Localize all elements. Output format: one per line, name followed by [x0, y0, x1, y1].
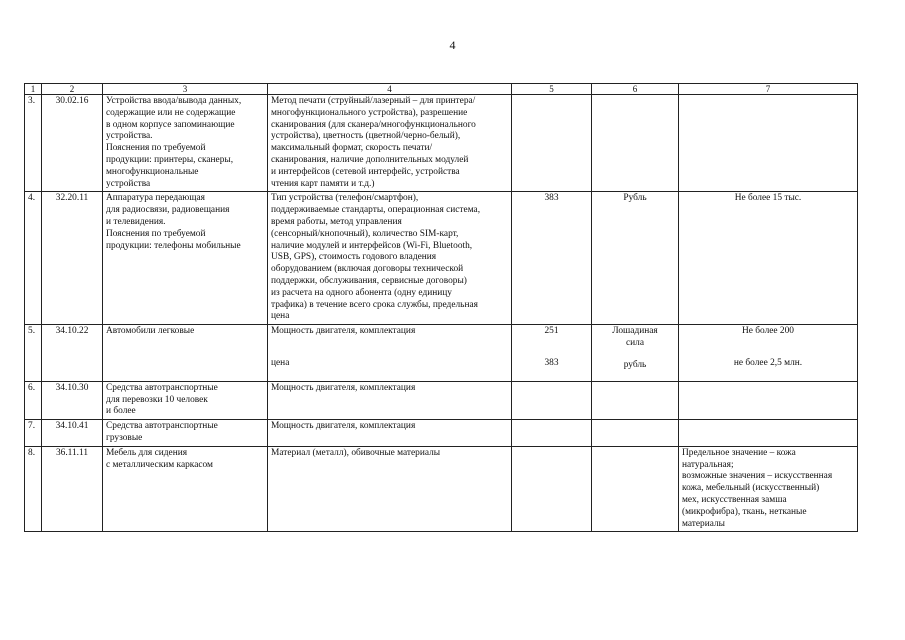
product-name: Средства автотранспортные грузовые: [103, 420, 268, 447]
characteristic-value: [679, 95, 858, 192]
characteristic-cell: [268, 325, 512, 382]
row-number: 4.: [25, 192, 42, 325]
unit-name: [592, 381, 679, 419]
okei-code: [512, 420, 592, 447]
unit-name: Лошадиная сила: [612, 326, 658, 348]
okpd-code: 32.20.11: [42, 192, 103, 325]
characteristic-value: Не более 15 тыс.: [679, 192, 858, 325]
characteristic-value: не более 2,5 млн.: [733, 357, 803, 368]
okpd-code: 34.10.30: [42, 381, 103, 419]
okpd-code: 30.02.16: [42, 95, 103, 192]
page-number: 4: [449, 38, 456, 52]
column-header: 4: [268, 84, 512, 95]
okpd-code: 36.11.11: [42, 446, 103, 532]
okei-code: [512, 446, 592, 532]
column-header: 7: [679, 84, 858, 95]
characteristic-text: Материал (металл), обивочные материалы: [268, 446, 512, 532]
product-name: Аппаратура передающая для радиосвязи, радиовещания и телевидения. Пояснения по требуемой продукции: телефоны мобильные: [103, 192, 268, 325]
okei-cell: [512, 325, 592, 382]
unit-name: [592, 446, 679, 532]
characteristic-text: Мощность двигателя, комплектация: [271, 326, 416, 337]
table-row: [25, 192, 858, 325]
requirements-table: [24, 83, 858, 532]
okei-code: [512, 95, 592, 192]
characteristic-text: Тип устройства (телефон/смартфон), поддерживаемые стандарты, операционная система, время работы, метод управления (сенсорный/кнопочный), количество SIM-карт, наличие модулей и интерфейсов (Wi-Fi, Bluetooth, USB, GPS), стоимость годового владения оборудованием (включая договоры технической поддержки, обслуживания, сервисные договоры) из расчета на одного абонента (одну единицу трафика) в течение всего срока службы, предельная цена: [268, 192, 512, 325]
unit-name: [592, 95, 679, 192]
table-row: [25, 381, 858, 419]
row-number: 6.: [25, 381, 42, 419]
column-header: 2: [42, 84, 103, 95]
unit-name: рубль: [623, 359, 647, 370]
characteristic-value: [679, 381, 858, 419]
product-name: Автомобили легковые: [103, 325, 268, 382]
column-header: 6: [592, 84, 679, 95]
okei-code: 251: [544, 326, 559, 337]
okpd-code: 34.10.41: [42, 420, 103, 447]
product-name: Мебель для сидения с металлическим каркасом: [103, 446, 268, 532]
characteristic-text: Метод печати (струйный/лазерный – для принтера/ многофункционального устройства), разрешение сканирования (для сканера/многофункционального устройства), цветность (цветной/черно-белый), максимальный формат, скорость печати/ сканирования, наличие дополнительных модулей и интерфейсов (сетевой интерфейс, устройства чтения карт памяти и т.д.): [268, 95, 512, 192]
characteristic-text: цена: [271, 357, 290, 368]
product-name: Средства автотранспортные для перевозки 10 человек и более: [103, 381, 268, 419]
table-row: [25, 325, 858, 382]
column-header: 5: [512, 84, 592, 95]
table-row: [25, 420, 858, 447]
okpd-code: 34.10.22: [42, 325, 103, 382]
characteristic-value: [679, 420, 858, 447]
unit-name: [592, 420, 679, 447]
row-number: 8.: [25, 446, 42, 532]
table-row: [25, 446, 858, 532]
row-number: 7.: [25, 420, 42, 447]
column-header: 3: [103, 84, 268, 95]
characteristic-text: Мощность двигателя, комплектация: [268, 420, 512, 447]
okei-code: [512, 381, 592, 419]
okei-code: 383: [544, 357, 559, 368]
value-cell: [679, 325, 858, 382]
column-number-row: [25, 84, 858, 95]
table-row: [25, 95, 858, 192]
characteristic-value: Не более 200: [741, 326, 794, 337]
row-number: 5.: [25, 325, 42, 382]
characteristic-text: Мощность двигателя, комплектация: [268, 381, 512, 419]
unit-name: Рубль: [592, 192, 679, 325]
okei-code: 383: [512, 192, 592, 325]
column-header: 1: [25, 84, 42, 95]
characteristic-value: Предельное значение – кожа натуральная; возможные значения – искусственная кожа, мебельный (искусственный) мех, искусственная замша (микрофибра), ткань, нетканые материалы: [679, 446, 858, 532]
row-number: 3.: [25, 95, 42, 192]
unit-cell: [592, 325, 679, 382]
product-name: Устройства ввода/вывода данных, содержащие или не содержащие в одном корпусе запоминающие устройства. Пояснения по требуемой продукции: принтеры, сканеры, многофункциональные устройства: [103, 95, 268, 192]
